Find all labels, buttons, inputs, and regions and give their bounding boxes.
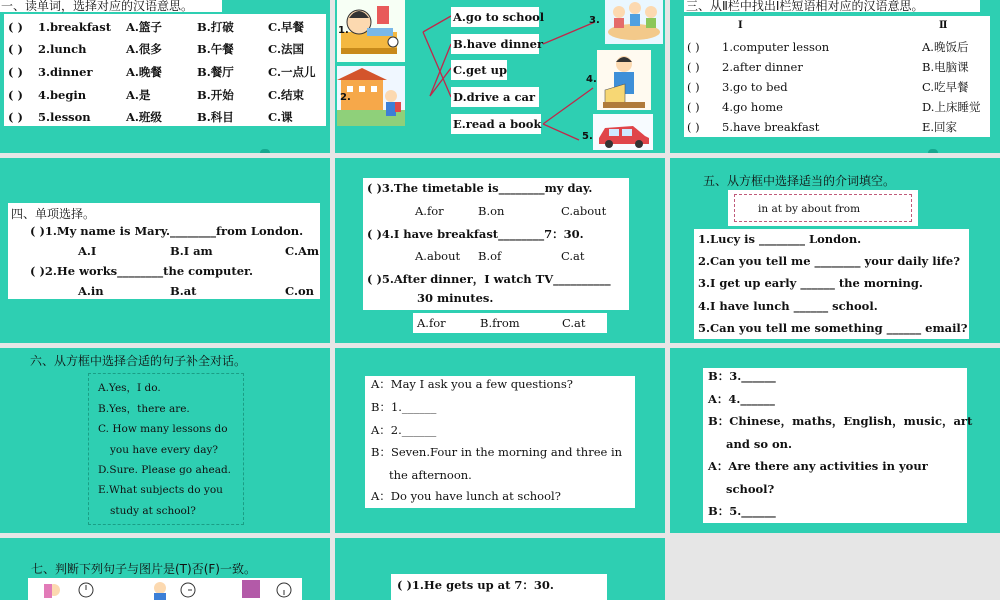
phrase-en: 3.go to bed <box>722 80 788 94</box>
option-c: C.一点儿 <box>268 65 316 79</box>
slide-marker <box>928 149 938 153</box>
option-a: A.晚餐 <box>126 65 162 79</box>
dialogue-line-2: A：4.______ <box>708 392 775 406</box>
column-1-header: Ⅰ <box>738 20 743 31</box>
question-1: ( )1.He gets up at 7：30. <box>397 578 554 592</box>
slide-3 <box>670 0 1000 153</box>
picture-4 <box>597 50 651 110</box>
option-b: B.科目 <box>197 110 234 124</box>
slide-1 <box>0 0 330 153</box>
phrase-c-text: C.get up <box>453 63 508 77</box>
dialogue-line-3: B：Chinese，maths，English，music，art <box>708 414 973 428</box>
question-5: ( )5.After dinner，I watch TV__________ <box>367 272 611 286</box>
q5-option-b: B.from <box>480 316 520 330</box>
picture-number: 3. <box>589 15 600 26</box>
dialogue-line-5: B：5.______ <box>708 504 776 518</box>
dialogue-line-3-continued: and so on. <box>726 437 793 451</box>
option-a: A.很多 <box>126 42 162 56</box>
q2-option-a: A.in <box>78 284 104 298</box>
phrase-a-text: A.go to school <box>453 10 545 24</box>
q3-option-c: C.about <box>561 204 607 218</box>
option-e: E.What subjects do you <box>98 484 223 496</box>
q4-option-b: B.of <box>478 249 502 263</box>
answer-paren[interactable]: ( ) <box>687 80 700 94</box>
q2-option-b: B.at <box>170 284 197 298</box>
phrase-zh: B.电脑课 <box>922 60 969 74</box>
phrase-en: 1.computer lesson <box>722 40 830 54</box>
option-d: D.Sure. Please go ahead. <box>98 464 232 476</box>
word: 3.dinner <box>38 65 93 79</box>
picture-number: 5. <box>582 131 593 142</box>
option-a: A.Yes，I do. <box>98 382 161 394</box>
picture-5 <box>593 114 653 150</box>
phrase-table <box>684 16 990 137</box>
reading-man-icon <box>597 50 651 110</box>
question-4: ( )4.I have breakfast________7：30. <box>367 227 584 241</box>
dialogue-line-4: A：Are there any activities in your <box>708 459 928 473</box>
phrase-zh: D.上床睡觉 <box>922 100 981 114</box>
option-b: B.打破 <box>197 20 234 34</box>
dialogue-line-4: B：Seven.Four in the morning and three in <box>371 445 623 459</box>
word: 5.lesson <box>38 110 91 124</box>
fill-line-2: 2.Can you tell me ________ your daily life? <box>698 254 960 268</box>
q2-option-c: C.on <box>285 284 314 298</box>
option-a: A.班级 <box>126 110 162 124</box>
phrase-en: 4.go home <box>722 100 783 114</box>
slide-5 <box>335 158 665 343</box>
q5-option-c: C.at <box>562 316 586 330</box>
fill-line-5: 5.Can you tell me something ______ email? <box>698 321 968 335</box>
slide-8 <box>335 348 665 533</box>
q3-option-b: B.on <box>478 204 505 218</box>
picture-number: 2. <box>340 92 351 103</box>
answer-paren[interactable]: ( ) <box>8 88 23 102</box>
fill-line-4: 4.I have lunch ______ school. <box>698 299 878 313</box>
phrase-b-text: B.have dinner <box>453 37 544 51</box>
answer-paren[interactable]: ( ) <box>8 110 23 124</box>
slide-11 <box>335 538 665 600</box>
answer-paren[interactable]: ( ) <box>687 100 700 114</box>
answer-paren[interactable]: ( ) <box>687 60 700 74</box>
option-e-continued: study at school? <box>110 505 196 517</box>
answer-paren[interactable]: ( ) <box>687 40 700 54</box>
option-b: B.Yes，there are. <box>98 403 190 415</box>
q4-option-a: A.about <box>415 249 461 263</box>
q1-option-c: C.Am <box>285 244 320 258</box>
section-title: 四、单项选择。 <box>11 207 96 221</box>
answer-paren[interactable]: ( ) <box>8 65 23 79</box>
phrase-e-text: E.read a book <box>453 117 542 131</box>
question-3: ( )3.The timetable is________my day. <box>367 181 593 195</box>
option-a: A.是 <box>126 88 151 102</box>
picture-number: 1. <box>338 25 349 36</box>
option-b: B.餐厅 <box>197 65 234 79</box>
word-bank-words: in at by about from <box>758 203 861 215</box>
quiz-box <box>363 178 629 310</box>
section-title: 六、从方框中选择合适的句子补全对话。 <box>30 354 247 368</box>
phrase-d-text: D.drive a car <box>453 90 536 104</box>
option-a: A.篮子 <box>126 20 162 34</box>
section-title: 七、判断下列句子与图片是(T)否(F)一致。 <box>31 562 256 576</box>
option-c: C.法国 <box>268 42 304 56</box>
slide-9 <box>670 348 1000 533</box>
question-2: ( )2.He works________the computer. <box>30 264 254 278</box>
answer-paren[interactable]: ( ) <box>8 42 23 56</box>
phrase-zh: E.回家 <box>922 120 958 134</box>
phrase-en: 2.after dinner <box>722 60 803 74</box>
car-icon <box>593 114 653 150</box>
question-1: ( )1.My name is Mary.________from London. <box>30 224 304 238</box>
q1-option-b: B.I am <box>170 244 213 258</box>
picture-strip <box>28 578 302 600</box>
q1-option-a: A.I <box>78 244 97 258</box>
answer-paren[interactable]: ( ) <box>687 120 700 134</box>
option-c: C.课 <box>268 110 293 124</box>
q5-option-a: A.for <box>417 316 446 330</box>
picture-3 <box>605 0 663 44</box>
dialogue-line-1: A：May I ask you a few questions? <box>371 377 573 391</box>
word: 4.begin <box>38 88 87 102</box>
picture-number: 4. <box>586 74 597 85</box>
phrase-en: 5.have breakfast <box>722 120 820 134</box>
slide-2 <box>335 0 665 153</box>
section-title: 一、读单词，选择对应的汉语意思。 <box>1 0 194 13</box>
dialogue-line-4-continued: school? <box>726 482 775 496</box>
q4-option-c: C.at <box>561 249 585 263</box>
fill-line-1: 1.Lucy is ________ London. <box>698 232 862 246</box>
q3-option-a: A.for <box>415 204 444 218</box>
slide-marker <box>260 149 270 153</box>
clock-icons <box>28 578 302 600</box>
option-b: B.午餐 <box>197 42 234 56</box>
dialogue-line-1: B：3.______ <box>708 369 776 383</box>
dialogue-line-4-continued: the afternoon. <box>389 468 472 482</box>
option-c: C.早餐 <box>268 20 304 34</box>
word: 2.lunch <box>38 42 87 56</box>
option-c: C.结束 <box>268 88 304 102</box>
dialogue-line-5: A：Do you have lunch at school? <box>371 489 561 503</box>
option-c-continued: you have every day? <box>110 444 219 456</box>
phrase-zh: C.吃早餐 <box>922 80 969 94</box>
slide-4 <box>0 158 330 343</box>
word: 1.breakfast <box>38 20 112 34</box>
column-2-header: Ⅱ <box>939 20 948 31</box>
phrase-zh: A.晚饭后 <box>922 40 969 54</box>
question-5-continued: 30 minutes. <box>417 291 494 305</box>
slide-10 <box>0 538 330 600</box>
answer-paren[interactable]: ( ) <box>8 20 23 34</box>
dialogue-line-2: B：1.______ <box>371 400 437 414</box>
option-c: C. How many lessons do <box>98 423 228 435</box>
section-title: 五、从方框中选择适当的介词填空。 <box>703 174 896 188</box>
family-dinner-icon <box>605 0 663 44</box>
fill-line-3: 3.I get up early ______ the morning. <box>698 276 923 290</box>
section-title: 三、从Ⅱ栏中找出Ⅰ栏短语相对应的汉语意思。 <box>686 0 924 13</box>
slide-7 <box>0 348 330 533</box>
slide-6 <box>670 158 1000 343</box>
option-b: B.开始 <box>197 88 234 102</box>
dialogue-line-3: A：2.______ <box>371 423 437 437</box>
